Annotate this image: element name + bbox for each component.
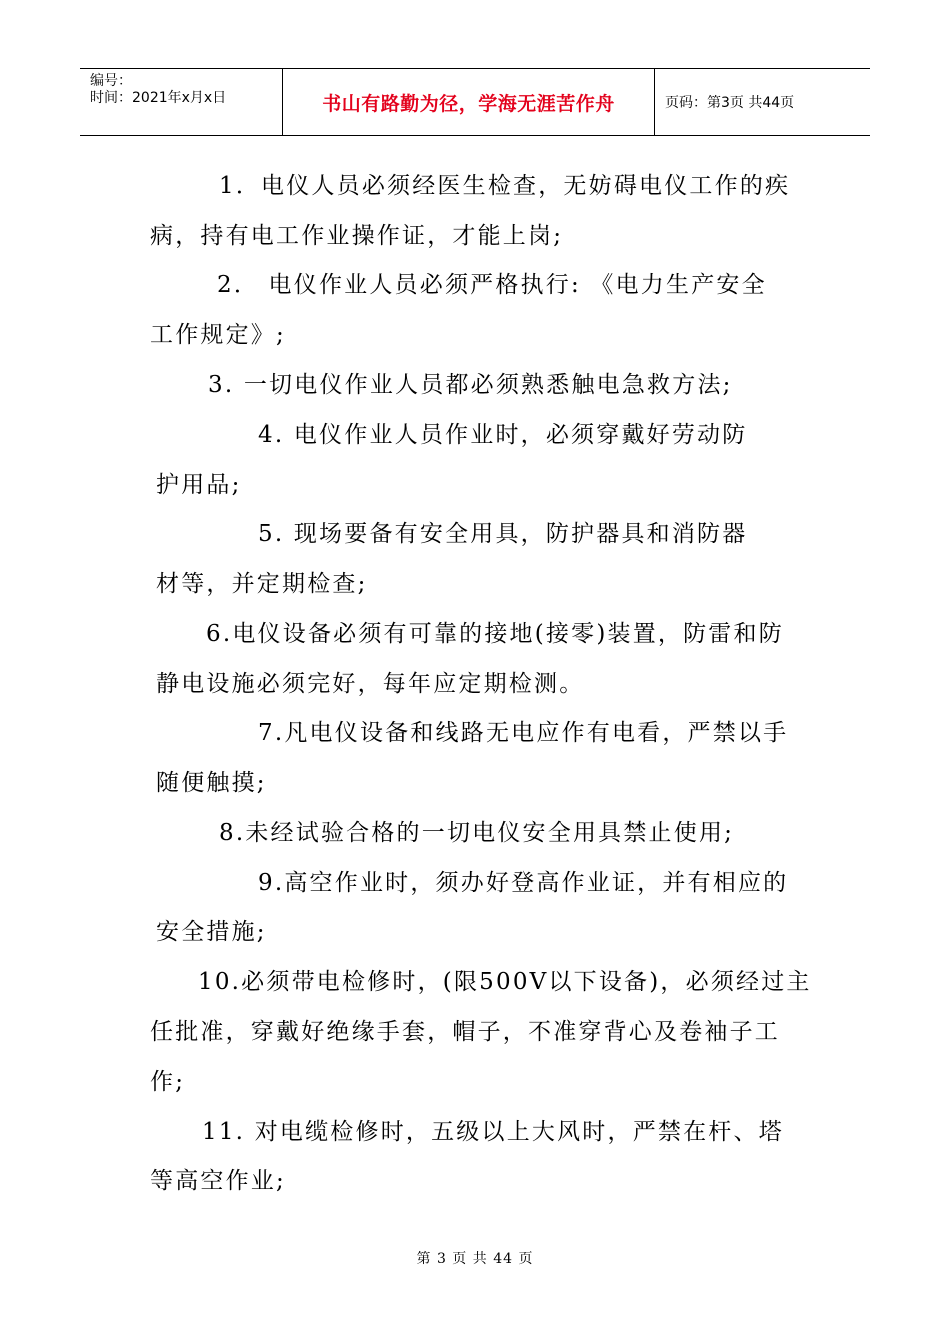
header-motto: 书山有路勤为径，学海无涯苦作舟 — [283, 69, 655, 135]
header-meta — [80, 69, 283, 135]
header-page-info: 页码：第3页 共44页 — [665, 95, 795, 111]
body-line: 病，持有电工作业操作证，才能上岗; — [150, 223, 564, 249]
body-line: 材等，并定期检查; — [156, 571, 368, 597]
body-line: 1．电仪人员必须经医生检查，无妨碍电仪工作的疾 — [219, 173, 791, 199]
document-number-label: 编号： — [90, 73, 132, 89]
body-line: 2． 电仪作业人员必须严格执行: 《电力生产安全 — [217, 272, 767, 298]
body-line: 4. 电仪作业人员作业时，必须穿戴好劳动防 — [258, 422, 748, 448]
body-line: 8.未经试验合格的一切电仪安全用具禁止使用; — [219, 820, 735, 846]
body-line: 随便触摸; — [156, 770, 267, 796]
body-line: 护用品; — [156, 472, 242, 498]
body-line: 作; — [150, 1069, 186, 1095]
document-time-label: 时间：2021年x月x日 — [90, 90, 227, 106]
body-line: 等高空作业; — [150, 1168, 286, 1194]
body-line: 3. 一切电仪作业人员都必须熟悉触电急救方法; — [208, 372, 733, 398]
body-line: 11. 对电缆检修时，五级以上大风时，严禁在杆、塔 — [202, 1119, 784, 1145]
body-line: 7.凡电仪设备和线路无电应作有电看，严禁以手 — [258, 720, 789, 746]
body-line: 9.高空作业时，须办好登高作业证，并有相应的 — [258, 870, 789, 896]
body-line: 任批准，穿戴好绝缘手套，帽子，不准穿背心及卷袖子工 — [150, 1019, 780, 1045]
body-line: 静电设施必须完好，每年应定期检测。 — [156, 671, 585, 697]
page-footer: 第 3 页 共 44 页 — [416, 1251, 534, 1267]
body-line: 安全措施; — [156, 919, 267, 945]
body-line: 6.电仪设备必须有可靠的接地(接零)装置，防雷和防 — [206, 621, 784, 647]
body-line: 10.必须带电检修时，(限500V以下设备)，必须经过主 — [198, 969, 812, 995]
body-line: 5. 现场要备有安全用具，防护器具和消防器 — [258, 521, 748, 547]
body-line: 工作规定》; — [150, 322, 286, 348]
page-header — [80, 68, 870, 136]
